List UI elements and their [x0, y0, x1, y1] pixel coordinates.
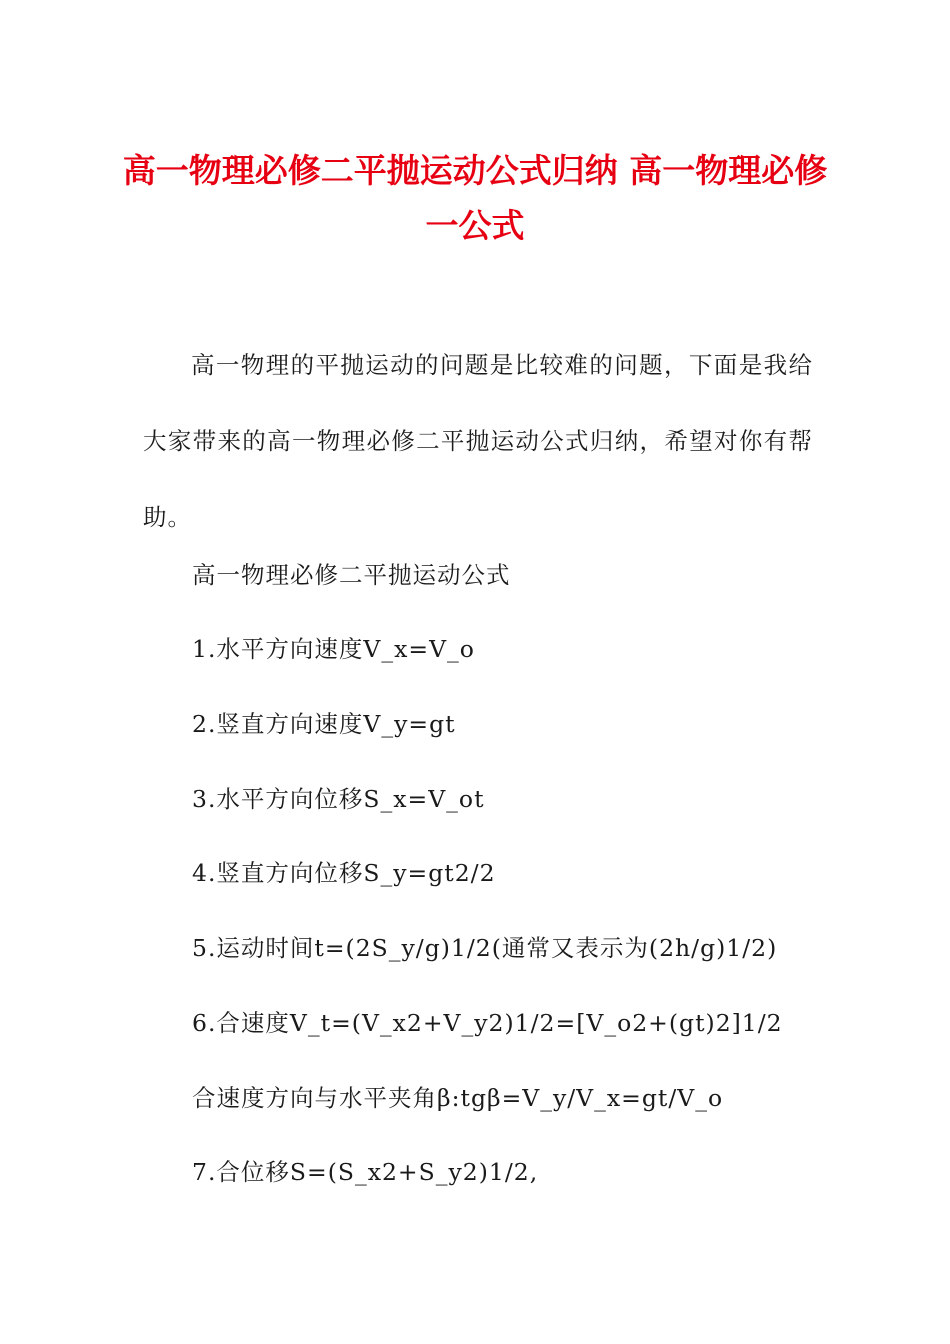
formula-line: 6.合速度V_t=(V_x2+V_y2)1/2=[V_o2+(gt)2]1/2 — [192, 1009, 783, 1037]
formula-line: 4.竖直方向位移S_y=gt2/2 — [192, 859, 496, 887]
formula-line: 3.水平方向位移S_x=V_ot — [192, 785, 485, 813]
intro-paragraph: 高一物理的平抛运动的问题是比较难的问题，下面是我给大家带来的高一物理必修二平抛运动公式归纳，希望对你有帮助。 — [143, 351, 813, 531]
formula-line: 7.合位移S=(S_x2+S_y2)1/2, — [192, 1158, 539, 1186]
formula-line: 1.水平方向速度V_x=V_o — [192, 635, 475, 663]
formula-line: 2.竖直方向速度V_y=gt — [192, 710, 456, 738]
formula-line: 5.运动时间t=(2S_y/g)1/2(通常又表示为(2h/g)1/2) — [192, 934, 778, 962]
formula-line: 合速度方向与水平夹角β:tgβ=V_y/V_x=gt/V_o — [192, 1084, 724, 1112]
document-title: 高一物理必修二平抛运动公式归纳 高一物理必修一公式 — [122, 151, 828, 245]
section-heading: 高一物理必修二平抛运动公式 — [192, 561, 511, 589]
